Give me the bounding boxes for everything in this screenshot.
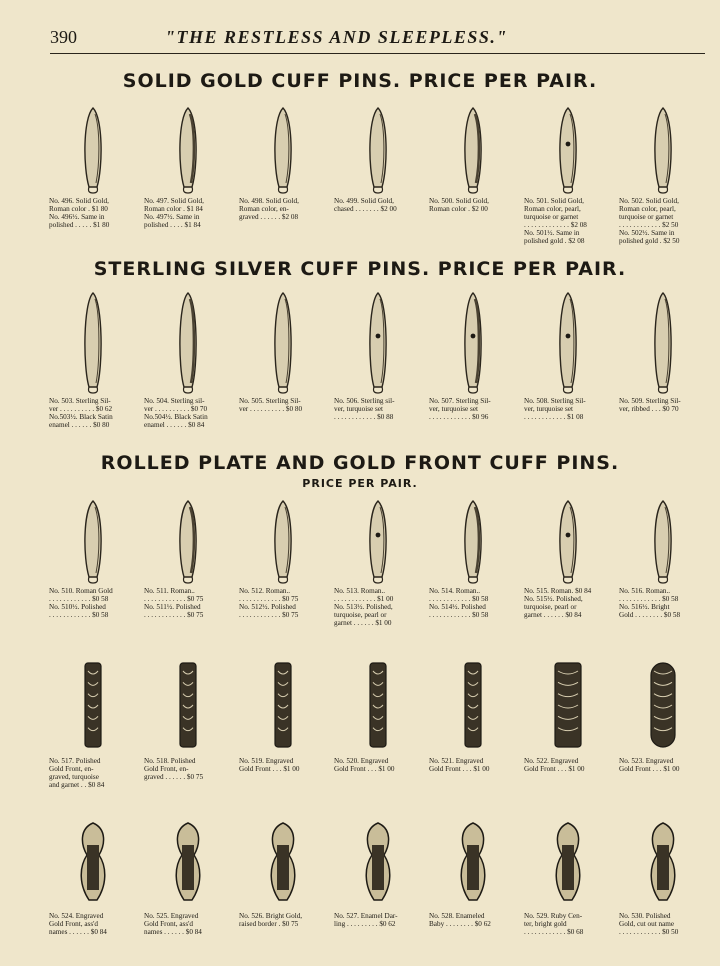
product-caption: No. 505. Sterling Sil- ver . . . . . . . . . . $0 80 xyxy=(239,397,303,413)
cuff-pin-illustration xyxy=(453,815,493,910)
cuff-pin-illustration xyxy=(643,285,683,395)
product-row-solid-gold xyxy=(45,100,710,245)
product-caption: No. 507. Sterling Sil- ver, turquoise set . . . . . . . . . . . . $0 96 xyxy=(429,397,491,421)
product-caption: No. 506. Sterling sil- ver, turquoise set . . . . . . . . . . . . $0 88 xyxy=(334,397,395,421)
product-item xyxy=(140,285,235,429)
product-caption: No. 523. Engraved Gold Front . . . $1 00 xyxy=(619,757,680,773)
product-caption: No. 496. Solid Gold, Roman color . $1 80 No. 496½. Same in polished . . . . . $1 80 xyxy=(49,197,110,229)
product-item xyxy=(140,655,235,781)
product-caption: No. 504. Sterling sil- ver . . . . . . . . . . $0 70 No.504½. Black Satin enamel . . . . . . $0 84 xyxy=(144,397,208,429)
product-item xyxy=(235,493,330,619)
cuff-pin-illustration xyxy=(453,285,493,395)
product-row-rolled-plate xyxy=(45,493,710,627)
product-caption: No. 499. Solid Gold, chased . . . . . . . $2 00 xyxy=(334,197,397,213)
product-item xyxy=(425,285,520,421)
product-caption: No. 526. Bright Gold, raised border . $0 75 xyxy=(239,912,303,928)
product-caption: No. 501. Solid Gold, Roman color, pearl, turquoise or garnet . . . . . . . . . . . . . $2 08 No. 501½. Same in polished gold . $2 08 xyxy=(524,197,587,245)
page-header xyxy=(0,0,720,60)
product-item xyxy=(235,285,330,413)
product-item xyxy=(140,100,235,229)
product-item xyxy=(520,815,615,936)
product-item xyxy=(45,493,140,619)
product-item xyxy=(520,285,615,421)
cuff-pin-illustration xyxy=(453,493,493,585)
product-item xyxy=(615,815,710,936)
product-caption: No. 524. Engraved Gold Front, ass'd names . . . . . . $0 84 xyxy=(49,912,107,936)
product-caption: No. 498. Solid Gold, Roman color, en- graved . . . . . . $2 08 xyxy=(239,197,299,221)
product-item xyxy=(330,815,425,928)
cuff-pin-illustration xyxy=(358,100,398,195)
product-item xyxy=(140,493,235,619)
cuff-pin-illustration xyxy=(263,655,303,755)
cuff-pin-illustration xyxy=(168,100,208,195)
product-item xyxy=(235,815,330,928)
product-item xyxy=(140,815,235,936)
product-caption: No. 515. Roman. $0 84 No. 515½. Polished, turquoise, pearl or garnet . . . . . . $0 84 xyxy=(524,587,592,619)
product-item xyxy=(615,493,710,619)
product-item xyxy=(235,100,330,221)
cuff-pin-illustration xyxy=(263,815,303,910)
product-item xyxy=(425,815,520,928)
running-title: "THE RESTLESS AND SLEEPLESS." xyxy=(165,27,508,47)
cuff-pin-illustration xyxy=(263,493,303,585)
product-item xyxy=(425,655,520,773)
product-caption: No. 511. Roman.. . . . . . . . . . . . . $0 75 No. 511½. Polished . . . . . . . . . . . . $0 75 xyxy=(144,587,204,619)
product-item xyxy=(45,815,140,936)
cuff-pin-illustration xyxy=(263,285,303,395)
product-caption: No. 497. Solid Gold, Roman color . $1 84 No. 497½. Same in polished . . . . $1 84 xyxy=(144,197,204,229)
product-item xyxy=(520,493,615,619)
product-item xyxy=(425,100,520,213)
product-caption: No. 522. Engraved Gold Front . . . $1 00 xyxy=(524,757,585,773)
product-item xyxy=(615,655,710,773)
product-caption: No. 508. Sterling Sil- ver, turquoise set . . . . . . . . . . . . $1 08 xyxy=(524,397,586,421)
cuff-pin-illustration xyxy=(453,100,493,195)
cuff-pin-illustration xyxy=(643,655,683,755)
product-item xyxy=(45,100,140,229)
product-caption: No. 514. Roman.. . . . . . . . . . . . . $0 58 No. 514½. Polished . . . . . . . . . . . . $0 58 xyxy=(429,587,489,619)
cuff-pin-illustration xyxy=(263,100,303,195)
cuff-pin-illustration xyxy=(643,815,683,910)
section-title-sterling: STERLING SILVER CUFF PINS. PRICE PER PAIR. xyxy=(93,258,627,280)
cuff-pin-illustration xyxy=(73,655,113,755)
cuff-pin-illustration xyxy=(548,815,588,910)
cuff-pin-illustration xyxy=(73,285,113,395)
product-row-gold-front xyxy=(45,655,710,789)
product-caption: No. 510. Roman Gold . . . . . . . . . . . . $0 58 No. 510½. Polished . . . . . . . . . . . . $0 58 xyxy=(49,587,113,619)
header-rule xyxy=(50,53,705,54)
product-caption: No. 519. Engraved Gold Front . . . $1 00 xyxy=(239,757,300,773)
cuff-pin-illustration xyxy=(358,285,398,395)
product-caption: No. 512. Roman.. . . . . . . . . . . . . $0 75 No. 512½. Polished . . . . . . . . . . . . $0 75 xyxy=(239,587,299,619)
cuff-pin-illustration xyxy=(73,100,113,195)
cuff-pin-illustration xyxy=(548,100,588,195)
cuff-pin-illustration xyxy=(643,493,683,585)
product-caption: No. 516. Roman.. . . . . . . . . . . . . $0 58 No. 516½. Bright Gold . . . . . . . . $0 58 xyxy=(619,587,681,619)
cuff-pin-illustration xyxy=(358,493,398,585)
product-caption: No. 518. Polished Gold Front, en- graved . . . . . . $0 75 xyxy=(144,757,204,781)
product-caption: No. 520. Engraved Gold Front . . . $1 00 xyxy=(334,757,395,773)
cuff-pin-illustration xyxy=(358,655,398,755)
section-title-solid-gold: SOLID GOLD CUFF PINS. PRICE PER PAIR. xyxy=(122,70,598,92)
product-caption: No. 500. Solid Gold, Roman color . $2 00 xyxy=(429,197,489,213)
product-caption: No. 502. Solid Gold, Roman color, pearl, turquoise or garnet . . . . . . . . . . . . $2 50 No. 502½. Same in polished gold . $2 50 xyxy=(619,197,680,245)
product-caption: No. 509. Sterling Sil- ver, ribbed . . . $0 70 xyxy=(619,397,681,413)
cuff-pin-illustration xyxy=(168,655,208,755)
product-caption: No. 528. Enameled Baby . . . . . . . . $0 62 xyxy=(429,912,491,928)
product-item xyxy=(330,655,425,773)
product-row-sterling xyxy=(45,285,710,429)
product-item xyxy=(235,655,330,773)
cuff-pin-illustration xyxy=(643,100,683,195)
product-item xyxy=(330,100,425,213)
cuff-pin-illustration xyxy=(73,815,113,910)
product-caption: No. 525. Engraved Gold Front, ass'd names . . . . . . $0 84 xyxy=(144,912,202,936)
product-item xyxy=(425,493,520,619)
cuff-pin-illustration xyxy=(358,815,398,910)
product-caption: No. 529. Ruby Cen- ter, bright gold . . . . . . . . . . . . $0 68 xyxy=(524,912,584,936)
product-item xyxy=(330,285,425,421)
product-item xyxy=(45,655,140,789)
page-number: 390 xyxy=(50,27,77,47)
product-row-novelty xyxy=(45,815,710,936)
product-caption: No. 513. Roman.. . . . . . . . . . . . . $1 00 No. 513½. Polished, turquoise, pearl or garnet . . . . . . $1 00 xyxy=(334,587,394,627)
product-caption: No. 530. Polished Gold, cut out name . . . . . . . . . . . . $0 50 xyxy=(619,912,679,936)
product-caption: No. 517. Polished Gold Front, en- graved, turquoise and garnet . . $0 84 xyxy=(49,757,105,789)
product-caption: No. 521. Engraved Gold Front . . . $1 00 xyxy=(429,757,490,773)
product-item xyxy=(520,655,615,773)
product-item xyxy=(45,285,140,429)
cuff-pin-illustration xyxy=(548,655,588,755)
cuff-pin-illustration xyxy=(548,493,588,585)
product-caption: No. 527. Enamel Dar- ling . . . . . . . . . $0 62 xyxy=(334,912,398,928)
product-caption: No. 503. Sterling Sil- ver . . . . . . . . . . $0 62 No.503½. Black Satin enamel . . . . . . $0 80 xyxy=(49,397,113,429)
section-subtitle-rolled-plate: PRICE PER PAIR. xyxy=(302,477,418,490)
product-item xyxy=(520,100,615,245)
section-title-rolled-plate: ROLLED PLATE AND GOLD FRONT CUFF PINS. xyxy=(100,452,620,474)
product-item xyxy=(615,100,710,245)
product-item xyxy=(615,285,710,413)
cuff-pin-illustration xyxy=(168,815,208,910)
cuff-pin-illustration xyxy=(453,655,493,755)
cuff-pin-illustration xyxy=(168,285,208,395)
product-item xyxy=(330,493,425,627)
cuff-pin-illustration xyxy=(548,285,588,395)
cuff-pin-illustration xyxy=(73,493,113,585)
cuff-pin-illustration xyxy=(168,493,208,585)
